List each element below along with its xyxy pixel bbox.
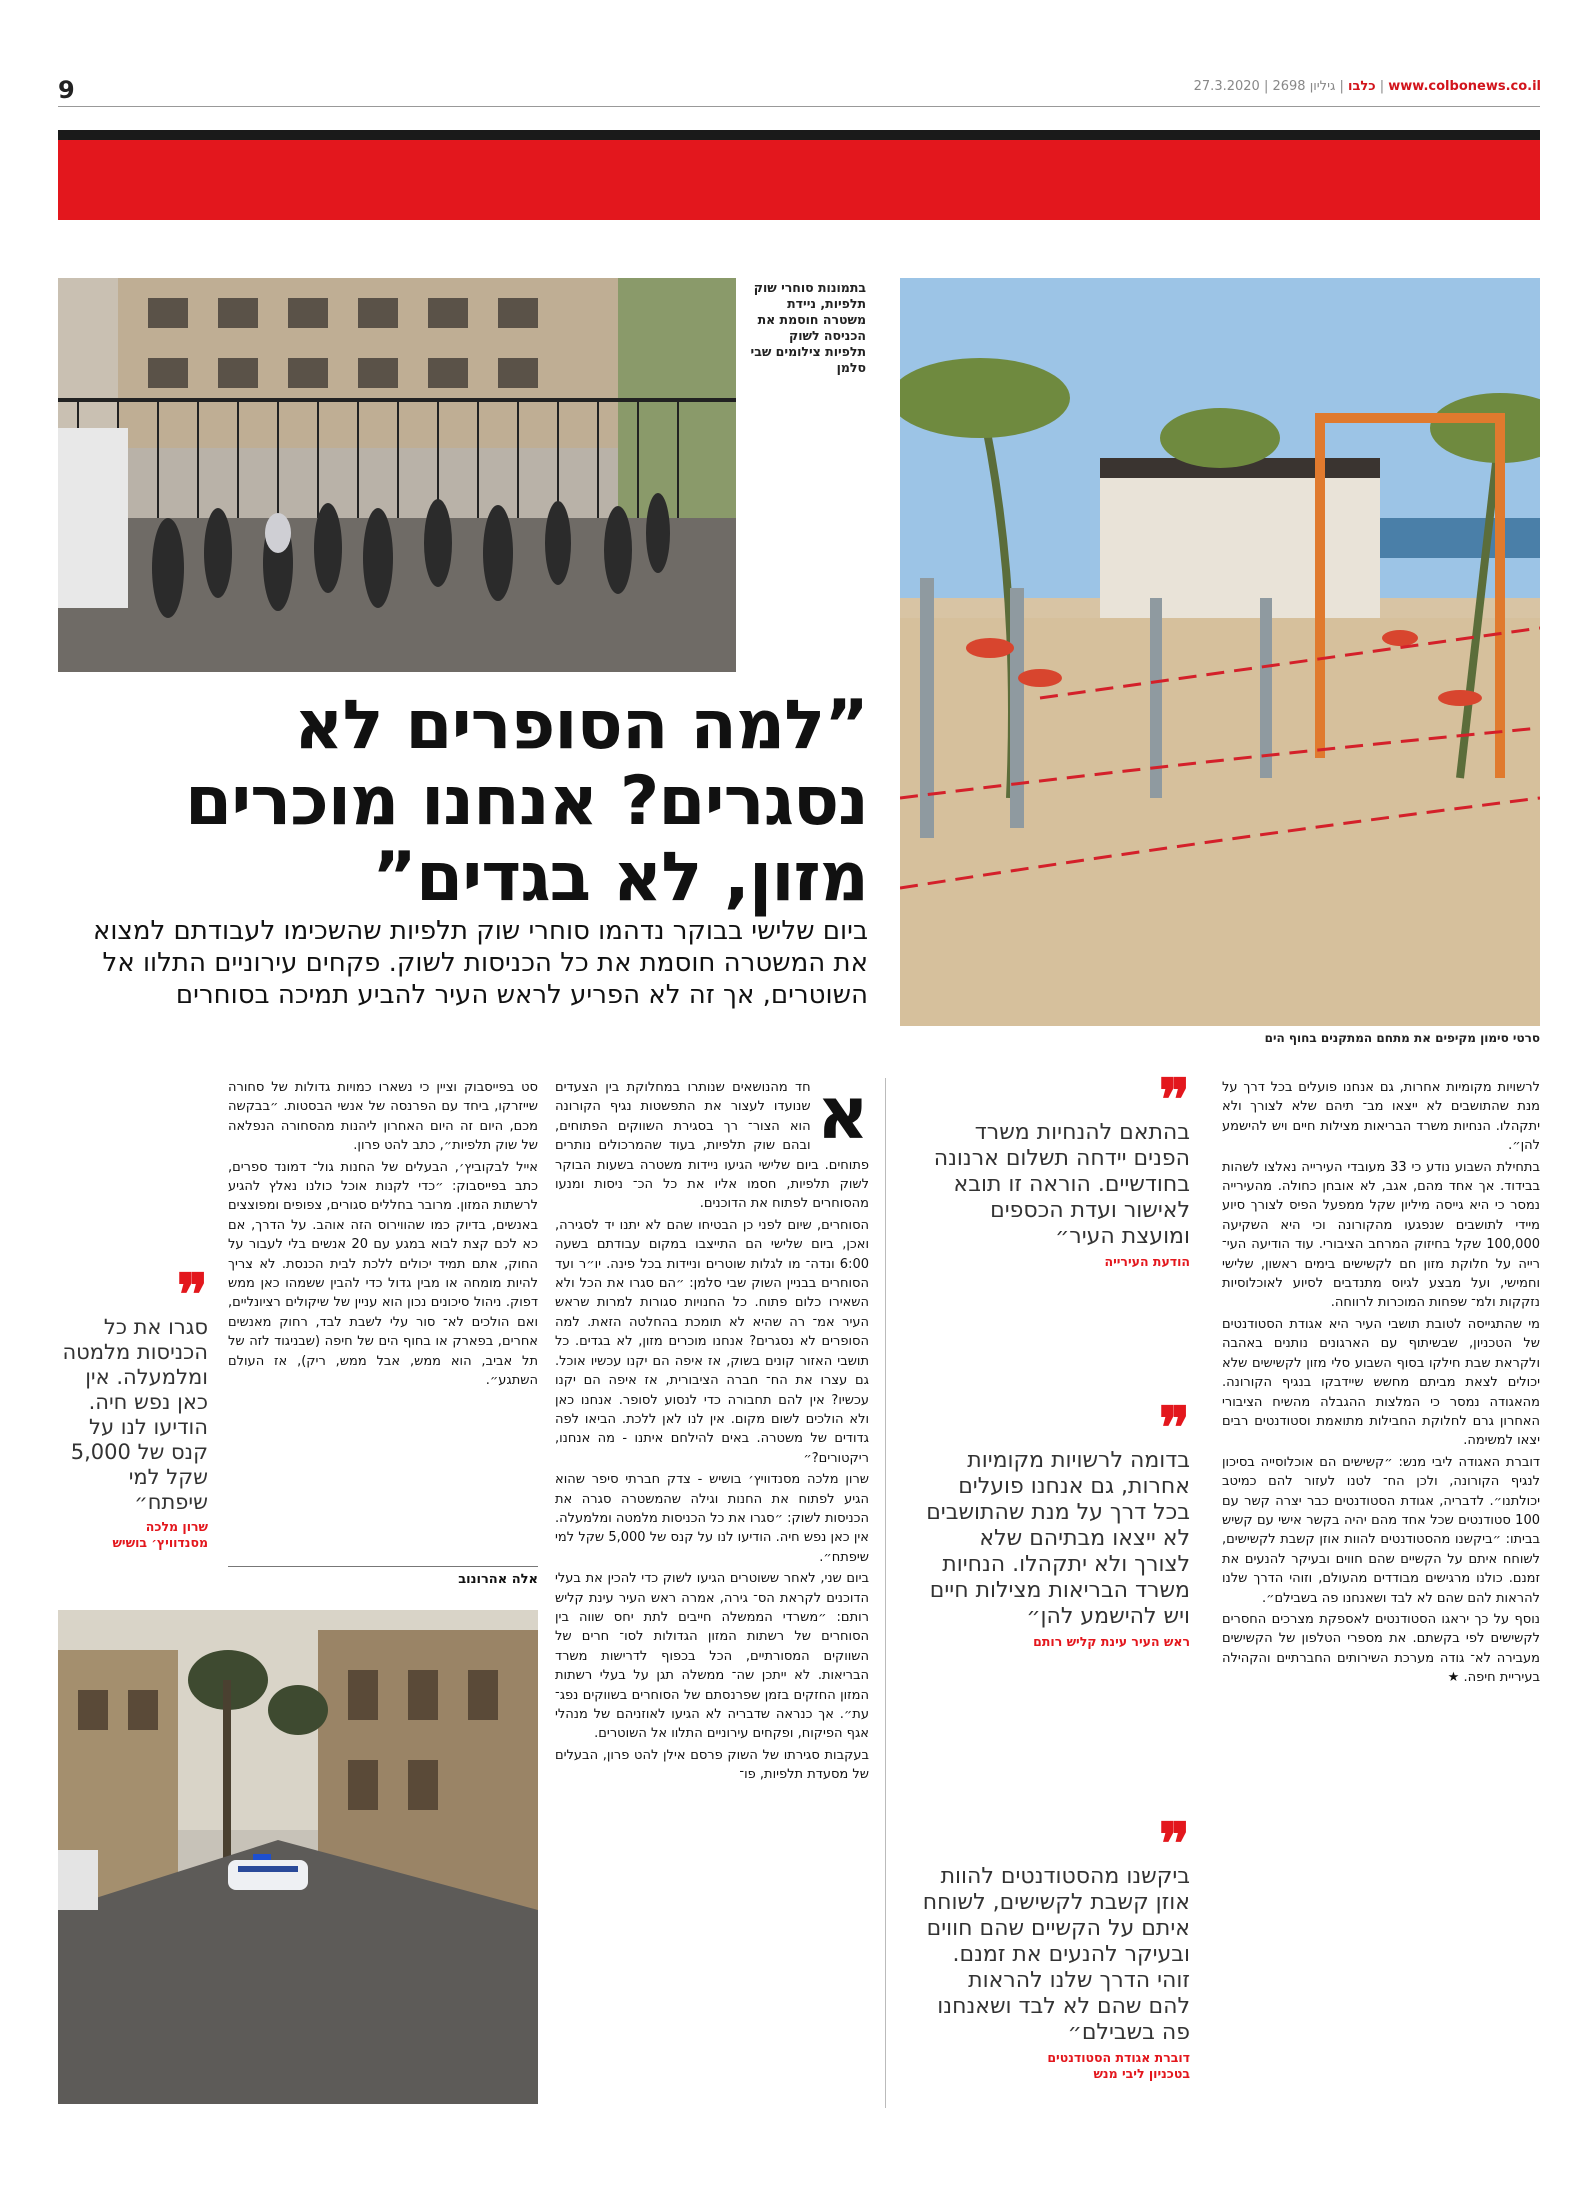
pull-quote-left xyxy=(58,1261,208,1551)
sidebar-quote-3 xyxy=(920,1810,1190,2082)
sidebar-quote-text: בדומה לרשויות מקומיות אחרות, גם אנחנו פועלים בכל דרך על מנת שהתושבים לא ייצאו מבתיהם שלא לצורך ולא יתקהלו. הנחיות משרד הבריאות מצילות חיים ויש להישמע להן״ xyxy=(926,1448,1190,1629)
quote-mark-icon: ❞ xyxy=(176,1261,208,1329)
page-header: www.colbonews.co.il | כלבו | גיליון 2698 | 27.3.2020 xyxy=(1193,79,1541,94)
article-subheading: ביום שלישי בבוקר נדהמו סוחרי שוק תלפיות שהשכימו לעבודתם למצוא את המשטרה חוסמת את כל הכניסות לשוק. פקחים עירוניים התלוו אל השוטרים, אך זה לא הפריע לראש העיר להביע תמיכה בסוחרים xyxy=(92,916,868,1010)
header-divider xyxy=(58,106,1540,107)
website-link[interactable]: www.colbonews.co.il xyxy=(1388,79,1541,94)
sidebar-quote-source: ראש העיר עינת קליש רותם xyxy=(1033,1634,1190,1649)
pull-quote-source-name: שרון מלכה xyxy=(145,1519,208,1534)
article-column-right xyxy=(1222,1078,1540,2108)
article-paragraph: בעקבות סגירתו של השוק פרסם אילן להט פרון, הבעלים של מסעדת תלפיות, פו־ xyxy=(555,1747,869,1783)
pull-quote-source-title: מסנדוויץ׳ בושיש xyxy=(112,1535,208,1550)
drop-cap: א xyxy=(816,1078,869,1155)
article-column-2 xyxy=(228,1078,538,1558)
article-paragraph: חד מהנושאים שנותרו במחלוקת בין הצעדים שנועדו לעצור את התפשטות נגיף הקורונה הוא הצור־ רך בסגירת השווקים הפתוחים, ובהם שוק תלפיות, בעוד שהמרכולים נותרים פתוחים. ביום שלישי הגיעו ניידות משטרה בשעות הבוקר לשוק תלפיות, חסמו אליו את כל הכ־ ניסות ומנעו מהסוחרים לפתוח את הדוכנים. xyxy=(555,1080,869,1212)
beach-photo-caption: סרטי סימון מקיפים את מתחם המתקנים בחוף הים xyxy=(1264,1031,1540,1045)
article-paragraph: ביום שני, לאחר ששוטרים הגיעו לשוק כדי להכין את בעלי הדוכנים לקראת הס־ גירה, אמרה ראש העיר עינת קליש רותם: ״משרדי הממשלה חייבים לתת יחס שווה בין הסוחרים של רשתות המזון הגדולות לסו־ חרים של השווקים המסורתיים, הכל בכפוף לדרישות משרד הבריאות. לא ייתכן שה־ ממשלה תגן על בעלי רשתות המזון החזקים בזמן שפרנסתם של הסוחרים בשווקים נפג־ עת״. אך כנראה שדבריה לא הגיעו לאוזניהם של מנהלי אגף הפיקוח, ופקחים עירוניים התלוו אל השוטרים. xyxy=(555,1571,869,1742)
article-paragraph: אייל לבקוביץ׳, הבעלים של החנות גול־ דמונד ספרים, כתב בפייסבוק: ״כדי לקנות אוכל כולנו נאלץ להגיע לרשתות המזון. מרובר בחללים סגורים, צפופים ומפוצצים באנשים, בדיוק כמו שהווירוס הזה אוהב. על הדרך, אם כא לכם קצת לבוא במגע עם 20 אנשים בלי לעבור על החוק, אתם תמיד יכולים ללכת לבית הכנסת. לא צריך להיות מומחה או מבין גדול כדי להבין ששמהו כאן ממש דפוק. ניהול סיכונים נכון הוא עניין של שיקולים רציונליים, ואם הולכים לא־ סור עלי לשבת לבד, רחוק מאנשים אחרים, בפארק או בחוף הים של חיפה (שבניגוד לזה של תל אביב, הוא ממש, אבל ממש, ריק), אז העולם השתגע״. xyxy=(228,1159,538,1389)
issue-number: גיליון 2698 xyxy=(1272,79,1336,94)
sidebar-quote-2 xyxy=(920,1394,1190,1650)
article-paragraph: דוברת האגודה ליבי מנש: ״קשישים הם אוכלוסייה בסיכון לנגיף הקורונה, ולכן הח־ לטנו לעזור להם כמיטב יכולתנו״. לדבריה, אגודת הסטודנטים כבר יצרה קשר עם 100 סטודנטים שכל אחד מהם יהיה בקשר אישי עם קשיש בביתו: ״ביקשנו מהסטודנטים להוות אוזן קשבת לקשישים, לשוחח איתם על הקשיים שהם חווים ובעיקר להנעים את זמנם. כולנו מרגישים מבודדים מהעולם, וזוהי הדרך שלנו להראות להם שהם לא לבד ושאנחנו פה בשבילם״. xyxy=(1222,1454,1540,1606)
sidebar-quote-source-line1: דוברת אגודת הסטודנטים xyxy=(1047,2050,1190,2065)
article-paragraph: בתחילת השבוע נודע כי 33 מעובדי העירייה נאלצו לשהות בבידוד. אך אחד מהם, אגב, לא אובחן כחולה. מהעירייה נמסר כי היא גייסה מיליון שקל ממפעל הפיס לצורך סיוע מיידי לתושבים שנפגעו מהקורונה וכי היא השקיעה 100,000 שקל בחיזוק המרחב הציבורי. עוד הודיעה העי־ רייה על חלוקת מזון חם לקשישים בימים ראשון, שלישי וחמישי, ועל מבצע לגיוס מתנדבים לסיוע לאוכלוסיות נזקקות ולמ־ שפחות המוכרות לרווחה. xyxy=(1222,1159,1540,1311)
article-paragraph: לרשויות מקומיות אחרות, גם אנחנו פועלים בכל דרך על מנת שהתושבים לא ייצאו מב־ תיהם שלא לצורך ולא יתקהלו. הנחיות משרד הבריאות מצילות חיים ויש להישמע להן״. xyxy=(1222,1080,1540,1154)
sidebar-quote-text: ביקשנו מהסטודנטים להוות אוזן קשבת לקשישים, לשוחח איתם על הקשיים שהם חווים ובעיקר להנעים את זמנם. זוהי הדרך שלנו להראות להם שהם לא לבד ושאנחנו פה בשבילם״ xyxy=(922,1864,1190,2045)
quote-mark-icon: ❞ xyxy=(1158,1394,1190,1462)
article-author: אלה אהרונוב xyxy=(458,1572,538,1587)
article-headline: ”למה הסופרים לא נסגרים? אנחנו מוכרים מזון, לא בגדים” xyxy=(184,686,868,917)
sidebar-quote-source-line2: בטכניון ליבי מנש xyxy=(1093,2066,1190,2081)
street-police-photo xyxy=(58,1610,538,2104)
article-paragraph: מי שהתגייסה לטובת תושבי העיר היא אגודת הסטודנטים של הטכניון, שבשיתוף עם הארגונים נותנים באהבה ולקראת שבת חילקו בסוף השבוע סלי מזון לקשישים שלא יכולים לצאת מביתם מחשש שיידבקו בנגיף הקורונה. מהאגודה נמסר כי המלצות ההגבלה מהשיח הציבורי האחרון גרם לחלוקת החבילות מתואמת וסטודנטים רבים יצאו למשימה. xyxy=(1222,1316,1540,1449)
section-black-bar xyxy=(58,130,1540,140)
column-divider xyxy=(885,1078,886,2108)
article-paragraph: הסוחרים, שיום לפני כן הבטיחו שהם לא יתנו יד לסגירה, ואכן, ביום שלישי הם התייצבו במקום עבודתם בשעה 6:00 ונדה־ מו לגלות שוטרים וניידות בכל פינה. יו״ר ועד הסוחרים בבניין השוק שבי סלמן: ״הם סגרו את הכל ולא השאירו כלום פתוח. כל החנויות סגורות למרות שראש העיר אמ־ רה שהיא לא תומכת בהחלטה הזאת. למה הסופרים לא נסגרים? אנחנו מוכרים מזון, לא בגדים. כל תושבי האזור קונים בשוק, אז איפה הם יקנו עכשיו אוכל. גם עצרו את הח־ חברה הציבורית, אז איפה הם יקנו עכשיו? אין להם תחבורה כדי לנסוע לסופר. אנחנו כאן ולא הולכים לשום מקום. אין לנו לאן ללכת. הביאו לפה גדודים של משטרה. באים להילחם איתנו - מה אנחנו, ריקטורים?״ xyxy=(555,1217,869,1466)
quote-mark-icon: ❞ xyxy=(1158,1810,1190,1878)
issue-date: 27.3.2020 xyxy=(1193,79,1260,94)
pull-quote-text: סגרו את כל הכניסות מלמטה ומלמעלה. אין כאן נפש חיה. הודיעו לנו על קנס של 5,000 שקל למי שיפתח״ xyxy=(62,1315,208,1514)
sidebar-quote-1 xyxy=(920,1066,1190,1270)
author-divider xyxy=(228,1566,538,1567)
quote-mark-icon: ❞ xyxy=(1158,1066,1190,1134)
market-photo-caption: בתמונות סוחרי שוק תלפיות, ניידת משטרה חוסמת את הכניסה לשוק תלפיות צילומים שבי סלמן xyxy=(750,280,866,375)
sidebar-quote-text: בהתאם להנחיות משרד הפנים יידחה תשלום ארנונה בחודשיים. הוראה זו תובא לאישור ועדת הכספים ומועצת העיר״ xyxy=(933,1120,1190,1249)
beach-playground-photo xyxy=(900,278,1540,1026)
section-red-bar xyxy=(58,140,1540,220)
sidebar-quote-source: הודעת העירייה xyxy=(1104,1254,1190,1269)
article-paragraph: סט בפייסבוק וציין כי נשארו כמויות גדולות של סחורה שייזרקו, ביחד עם הפרנסה של אנשי הבסטות. ״בבקשה מכם, היום זה היום האחרון ליהנות מהסחורה הנפלאה של שוק תלפיות״, כתב להט פרון. xyxy=(228,1080,538,1154)
magazine-name: כלבו xyxy=(1348,79,1376,94)
page-number: 9 xyxy=(58,76,75,104)
article-column-1 xyxy=(555,1078,869,2108)
market-traders-photo xyxy=(58,278,736,672)
article-paragraph: נוסף על כך יראגו הסטודנטים לאספקת מצרכים החסרים לקשישים לפי בקשתם. את מספרי הטלפון של הקשישים מעבירה לא־ גודה מערכת השירותים החברתיים והקהילה בעיריית חיפה. ★ xyxy=(1222,1611,1540,1686)
article-paragraph: שרון מלכה מסנדוויץ׳ בושיש - צדק חברתי סיפר שהוא הגיע לפתוח את החנות וגילה שהמשטרה סגרה את הכניסות לשוק: ״סגרו את כל הכניסות מלמטה ומלמעלה. אין כאן נפש חיה. הודיעו לנו על קנס של 5,000 שקל למי שיפתח״. xyxy=(555,1472,869,1565)
